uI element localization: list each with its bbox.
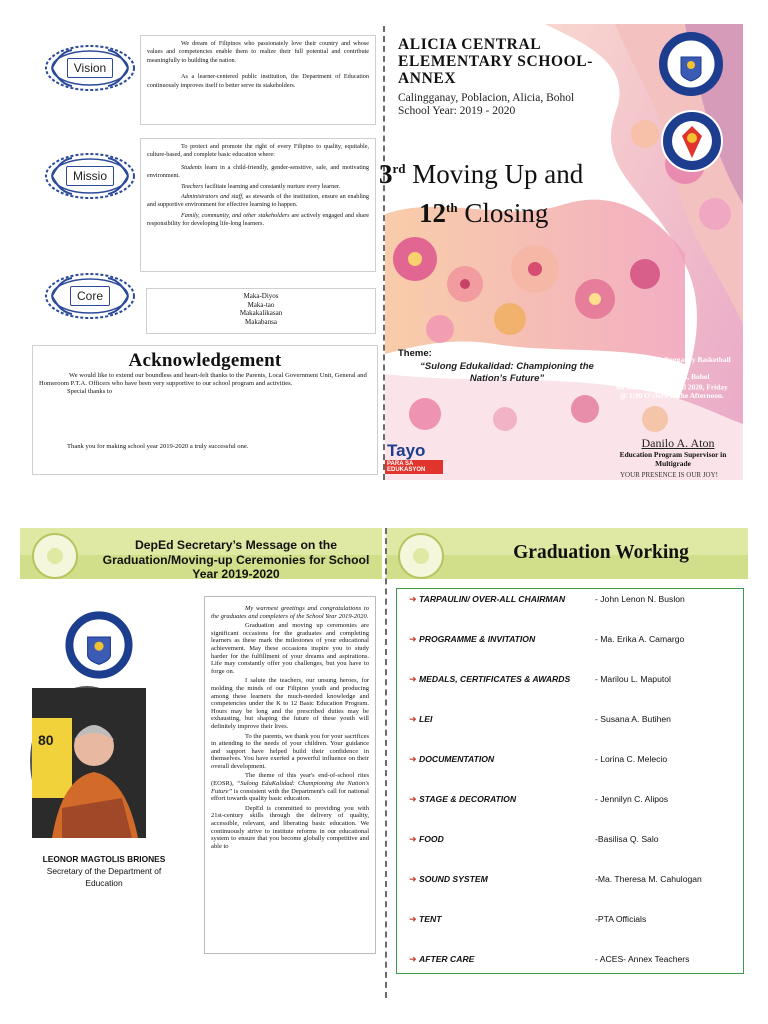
deped-seal-icon <box>66 612 132 678</box>
message-header: DepEd Secretary’s Message on the Graduation/Moving-up Ceremonies for School Year 2019-2020 <box>102 538 370 581</box>
message-para-6: DepEd is committed to providing you with 21st-century skills through the delivery of quality, accessible, relevant, and liberating basic education. We continuously strive to institute reforms in our educational system to ensure that you become globally competitive and able to <box>211 804 369 850</box>
mission-text-3: facilitate learning and constantly nurture every learner. <box>203 182 341 190</box>
time-line: @ 1:00 O'clock in the Afternoon. <box>620 390 724 400</box>
core-values-box <box>146 288 376 334</box>
vision-label: Vision <box>67 58 113 78</box>
committee-task: FOOD <box>419 834 444 844</box>
committee-person: - ACES- Annex Teachers <box>595 954 690 964</box>
core-value: Maka-tao <box>247 300 275 309</box>
list-item <box>409 831 735 847</box>
list-item <box>409 951 735 967</box>
committee-task: TENT <box>419 914 442 924</box>
list-item <box>409 871 735 887</box>
list-item <box>409 631 735 647</box>
core-label: Core <box>70 286 110 306</box>
tagline: YOUR PRESENCE IS OUR JOY! <box>619 471 718 479</box>
deped-seal-icon <box>659 32 723 96</box>
venue-line: To be held at Calingganay Basketball Court, <box>613 355 731 373</box>
cover-panel <box>379 24 743 480</box>
committee-person: - Jennilyn C. Alipos <box>595 794 669 804</box>
mission-em-3: Teachers <box>181 182 204 190</box>
fold-line-bottom <box>385 528 387 998</box>
committee-task: MEDALS, CERTIFICATES & AWARDS <box>419 674 571 684</box>
committee-person: -Basilisa Q. Salo <box>595 834 659 844</box>
seal-emblem-icon <box>66 612 132 678</box>
mission-text-4: as stewards of the institution, ensure an enabling and supportive environment for effective learning to happen. <box>147 193 369 209</box>
acknowledgement-title: Acknowledgement <box>128 350 282 371</box>
list-item <box>409 791 735 807</box>
venue-info <box>607 356 737 400</box>
arrow-bullet-icon: ➜ <box>409 753 417 764</box>
flower-ornament-icon <box>388 530 454 582</box>
school-name-line-2: ELEMENTARY SCHOOL- <box>398 53 593 70</box>
seal-emblem-icon <box>662 35 720 93</box>
speaker-title: Education Program Supervisor in Multigrade <box>619 450 727 468</box>
arrow-bullet-icon: ➜ <box>409 833 417 844</box>
message-para-2: Graduation and moving up ceremonies are significant occasions for the graduates and completing learners as these mark the milestones of your educational achievement. May these occasions inspire you to study harder for the fulfillment of your dreams and aspirations. Life may constantly offer you challenges, but you have to forge on. <box>211 622 369 675</box>
arrow-bullet-icon: ➜ <box>409 913 417 924</box>
mission-em-4: Administrators and staff, <box>181 193 244 201</box>
secretary-title-2: Education <box>85 878 123 888</box>
mission-text-1: To protect and promote the right of every Filipino to quality, equitable, culture-based, and complete basic education where: <box>147 143 369 159</box>
committee-person: -Ma. Theresa M. Cahulogan <box>595 874 702 884</box>
acknowledgement-text: We would like to extend our boundless and heart-felt thanks to the Parents, Local Government Unit, General and Homeroom P.T.A. Officers who have been very supportive to our school program and activities. <box>39 372 367 388</box>
mission-label: Missio <box>66 166 114 186</box>
working-committee-list <box>396 588 744 974</box>
core-badge <box>42 268 138 324</box>
message-para-4: To the parents, we thank you for your sacrifices in attending to the needs of your children. Your guidance and support have helped build their confidence in themselves. You have exerted a powerful influence on their overall development. <box>211 732 369 770</box>
committee-task: LEI <box>419 714 433 724</box>
theme-text: “Sulong Edukalidad: Championing the Nation’s Future” <box>420 361 594 384</box>
school-name-line-1: ALICIA CENTRAL <box>398 36 542 53</box>
committee-task: SOUND SYSTEM <box>419 874 488 884</box>
core-value: Makakalikasan <box>239 309 283 318</box>
message-para-5: The theme of this year's end-of-school rites (EOSR), “Sulong EduKalidad: Championing the Nation's Future” is consistent with the Department's call for national effort towards quality basic education. <box>211 772 370 803</box>
committee-task: TARPAULIN/ OVER-ALL CHAIRMAN <box>419 594 566 604</box>
event-title-line-1: 3rd Moving Up and <box>379 159 584 189</box>
logo-emblem-icon <box>663 112 721 170</box>
event-title-line-2: 12th Closing <box>419 198 549 228</box>
tayo-logo-icon: Tayo PARA SA EDUKASYON <box>385 442 449 480</box>
arrow-bullet-icon: ➜ <box>409 593 417 604</box>
mission-em-2: Students <box>181 163 202 171</box>
acknowledgement-closing: Thank you for making school year 2019-2020 a truly successful one. <box>67 443 249 451</box>
list-item <box>409 911 735 927</box>
deped-logo-icon <box>661 110 723 172</box>
arrow-bullet-icon: ➜ <box>409 713 417 724</box>
acknowledgement-special: Special thanks to <box>67 388 113 396</box>
message-para-3: I salute the teachers, our unsung heroes, for molding the minds of our Filipino youth and producing among these learners the much-needed knowledge and competencies under the K to 12 Basic Education Program. Hours may be long and the prescribed duties may be exhausting, but shaping the future of these youth will definitely improve their lives. <box>211 677 369 730</box>
arrow-bullet-icon: ➜ <box>409 673 417 684</box>
secretary-photo <box>30 686 144 836</box>
list-item <box>409 671 735 687</box>
vision-text: We dream of Filipinos who passionately love their country and whose values and competencies enable them to realize their full potential and contribute meaningfully to building the nation. <box>147 40 369 64</box>
portrait-icon <box>32 688 146 838</box>
arrow-bullet-icon: ➜ <box>409 633 417 644</box>
school-name-line-3: ANNEX <box>398 70 457 87</box>
acknowledgement-box <box>32 345 378 475</box>
mission-badge <box>42 148 138 204</box>
vision-badge <box>42 40 138 96</box>
committee-person: -PTA Officials <box>595 914 647 924</box>
mission-box <box>140 138 376 272</box>
committee-task: DOCUMENTATION <box>419 754 495 764</box>
speaker-name: Danilo A. Aton <box>641 436 715 450</box>
committee-person: - John Lenon N. Buslon <box>595 594 685 604</box>
secretary-title: Secretary of the Department of <box>46 866 162 876</box>
core-value: Maka-Diyos <box>243 292 279 300</box>
vision-box <box>140 35 376 125</box>
mission-em-5: Family, community, and other stakeholders <box>181 211 290 219</box>
list-item <box>409 591 735 607</box>
theme-label: Theme: <box>398 348 432 359</box>
venue-line-2: Poblacion, Alicia, Bohol <box>634 372 710 382</box>
committee-person: - Susana A. Butihen <box>595 714 671 724</box>
arrow-bullet-icon: ➜ <box>409 793 417 804</box>
school-year: School Year: 2019 - 2020 <box>398 105 516 117</box>
committee-person: - Lorina C. Melecio <box>595 754 668 764</box>
vision-text-2: As a learner-centered public institution, the Department of Education continuously improves itself to better serve its stakeholders. <box>147 73 369 89</box>
committee-task: PROGRAMME & INVITATION <box>419 634 536 644</box>
school-address: Calingganay, Poblacion, Alicia, Bohol <box>398 92 575 104</box>
committee-person: - Ma. Erika A. Camargo <box>595 634 685 644</box>
list-item <box>409 751 735 767</box>
core-value: Makabansa <box>245 317 277 326</box>
photo-text: 80 <box>38 732 54 748</box>
secretary-name: LEONOR MAGTOLIS BRIONES <box>42 854 166 864</box>
committee-task: AFTER CARE <box>419 954 475 964</box>
committee-person: - Marilou L. Maputol <box>595 674 671 684</box>
flower-ornament-icon <box>22 530 88 582</box>
list-item <box>409 711 735 727</box>
message-para-1: My warmest greetings and congratulations to the graduates and completers of the School Year 2019-2020. <box>211 605 369 620</box>
arrow-bullet-icon: ➜ <box>409 953 417 964</box>
arrow-bullet-icon: ➜ <box>409 873 417 884</box>
mission-text-5: are actively engaged and share responsibility for developing life-long learners. <box>147 211 370 228</box>
message-letter <box>204 596 376 954</box>
mission-text-2: learn in a child-friendly, gender-sensitive, safe, and motivating environment. <box>147 163 369 180</box>
committee-task: STAGE & DECORATION <box>419 794 517 804</box>
date-line: on the 3rd day of April 2020, Friday <box>616 382 728 392</box>
working-header: Graduation Working <box>513 542 689 563</box>
